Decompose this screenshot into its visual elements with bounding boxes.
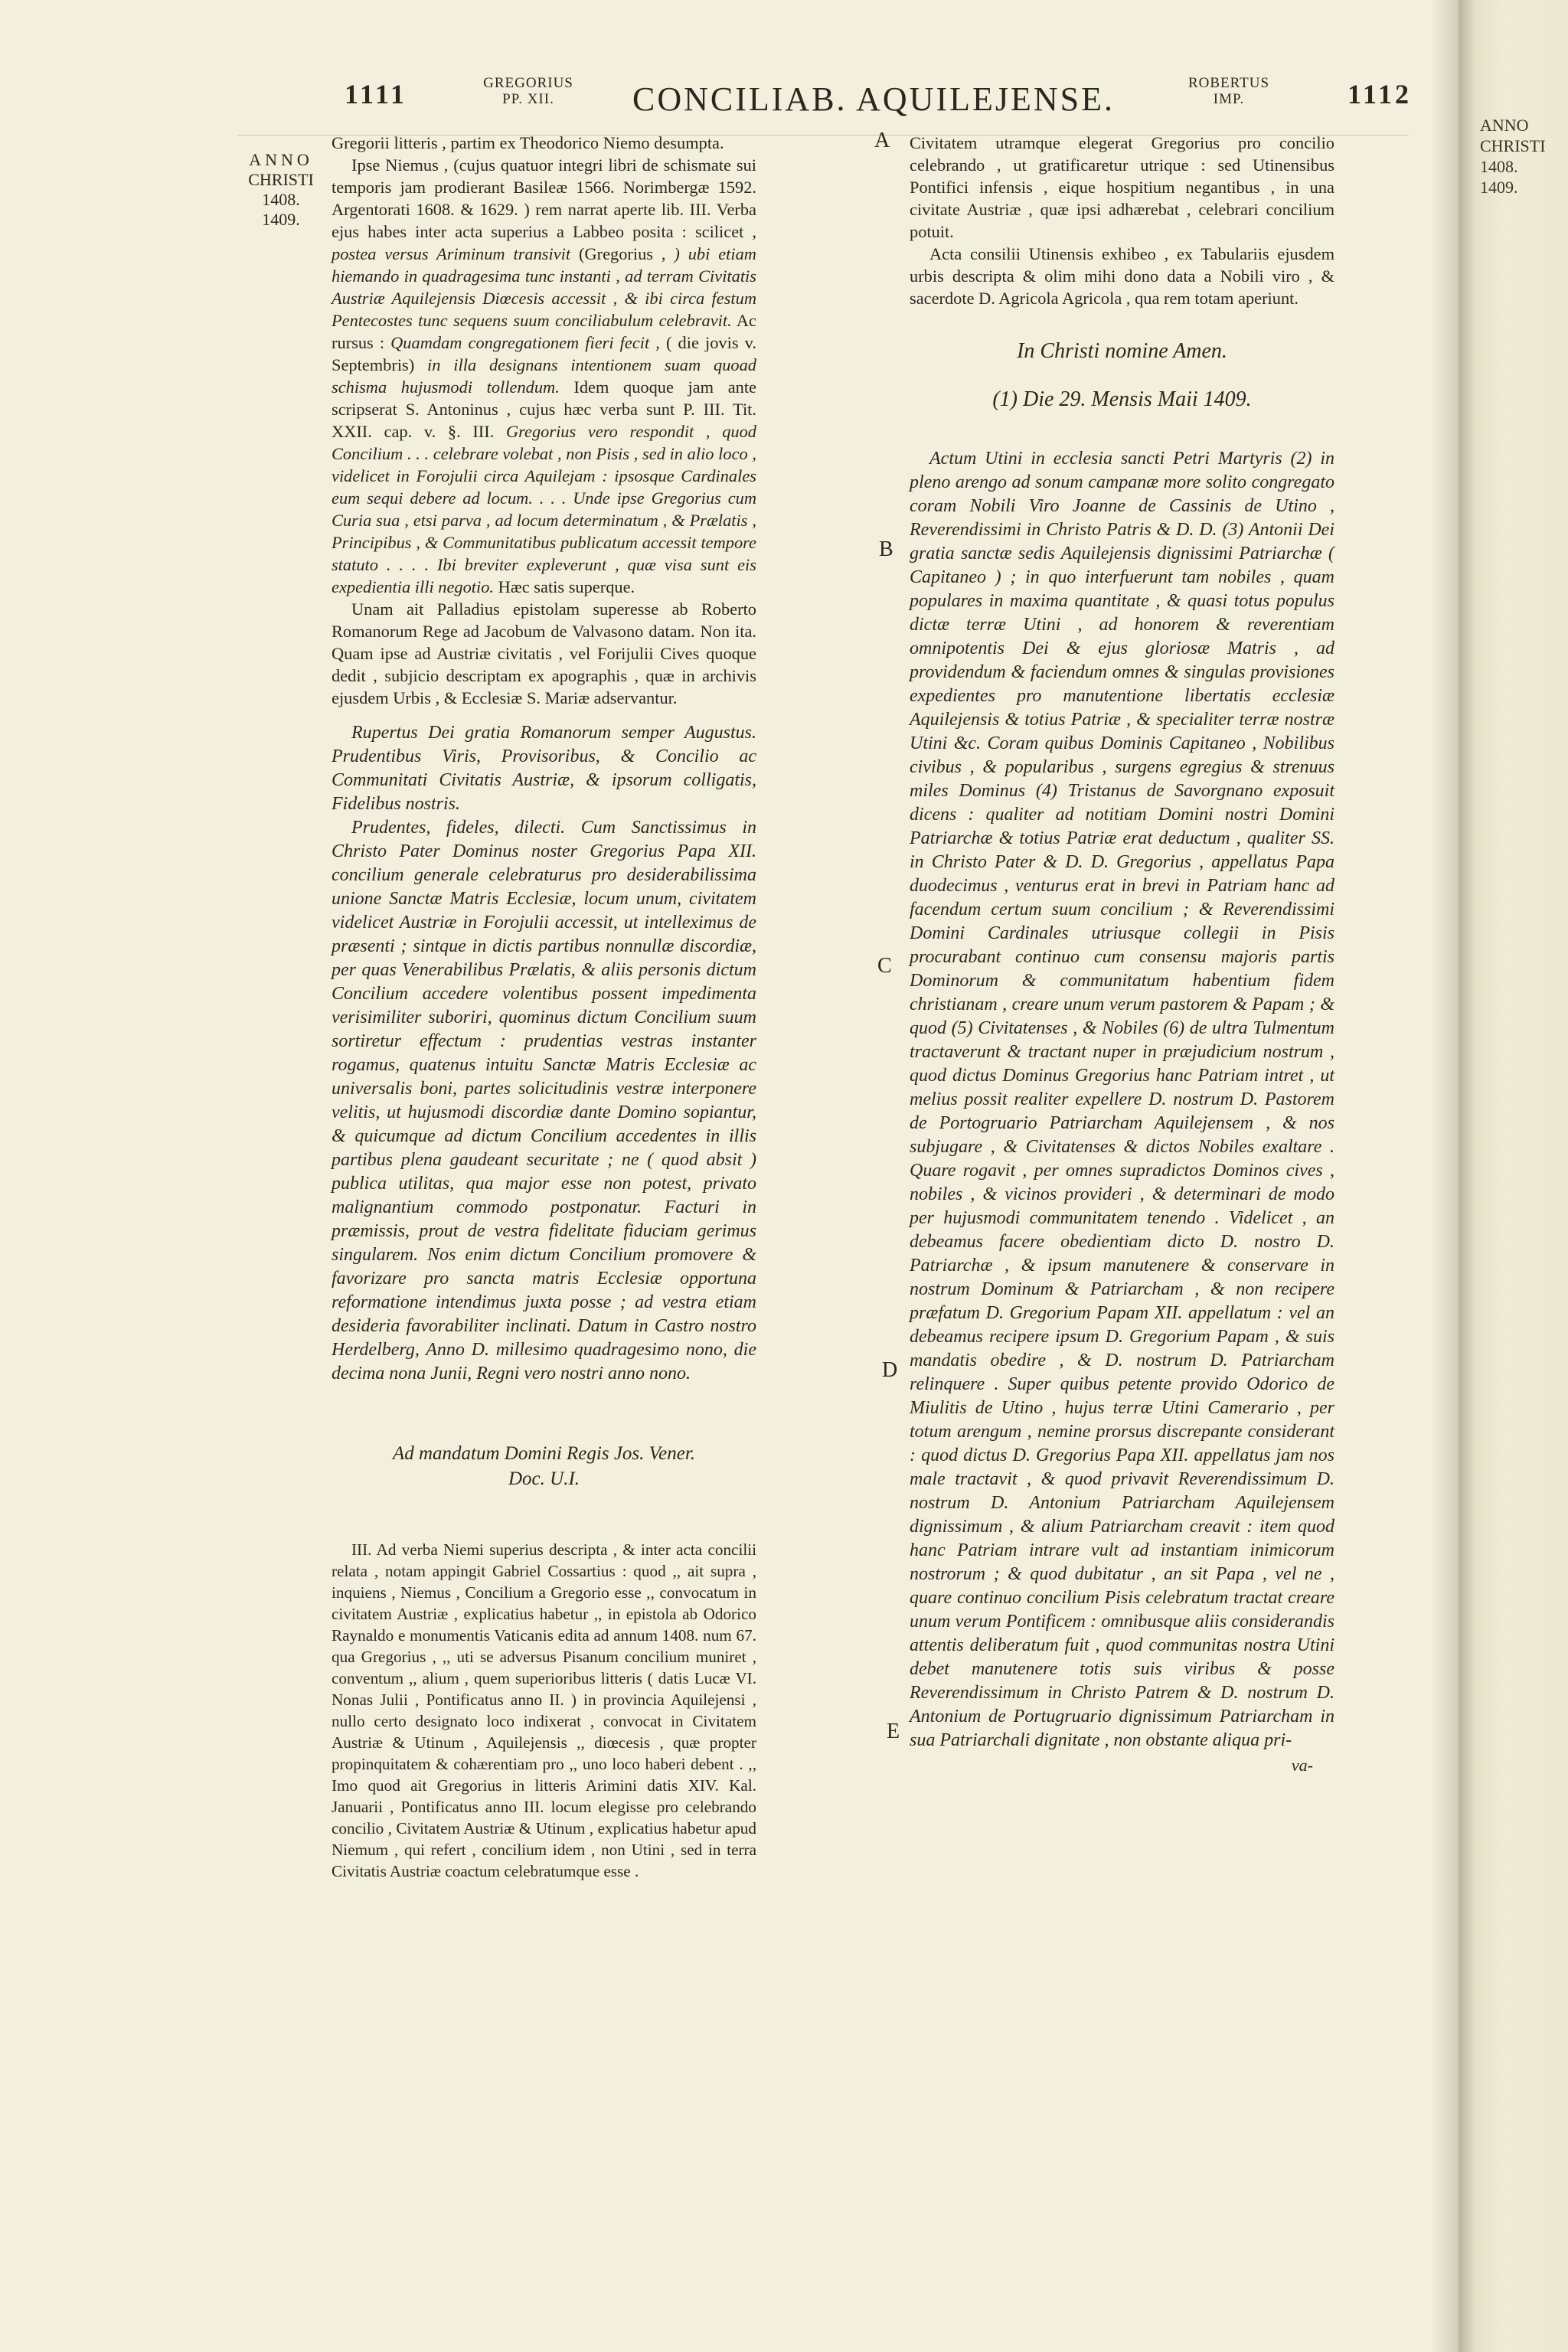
left-para-2-d: ( die jovis v. Septembris)	[332, 333, 756, 374]
margin-note-left	[239, 150, 323, 230]
left-para-2-quote-1: postea versus Ariminum transivit	[332, 244, 571, 263]
left-para-4: III. Ad verba Niemi superius descripta , & inter acta concilii relata , notam appingit Gabriel Cossartius : quod ,, ait supra , inquiens , Niemus , Concilium a Gregorio esse ,, convocatum in civitatem Austriæ , explicatius habetur ,, in epistola ab Odorico Raynaldo e monumentis Vaticanis edita ad annum 1408. num 67. qua Gregorius , ,, uti se adversus Pisanum concilium muniret , conventum ,, alium , quem superioribus litteris ( datis Lucæ VI. Nonas Julii , Pontificatus anno II. ) in provincia Aquilejensi , nullo certo designato loco indixerat , convocat in Civitatem Austriæ & Utinum , Aquilejensis ,, diœcesis , quæ propter propinquitatem & cohærentiam pro ,, uno loco haberi debent . ,, Imo quod ait Gregorius in litteris Arimini datis XIV. Kal. Januarii , Pontificatus anno III. locum elegisse pro celebrando concilio , Civitatem Austriæ & Utinum , explicatius habetur apud Niemum , qui refert , concilium idem , non Utini , sed in terra Civitatis Austriæ coactum celebratumque esse .	[332, 1540, 756, 1880]
left-para-2-quote-2: ) ubi etiam hiemando in quadragesima tunc instanti , ad terram Civitatis Austriæ Aquilejensis Diœcesis accessit , & ibi circa festum Pentecostes tunc sequens suum conciliabulum celebravit.	[332, 244, 756, 330]
running-head-left-line1: GREGORIUS	[483, 75, 573, 91]
running-head-right-line1: ROBERTUS	[1187, 75, 1270, 91]
next-margin-christi: CHRISTI	[1480, 136, 1546, 155]
acta-text: Actum Utini in ecclesia sancti Petri Martyris (2) in pleno arengo ad sonum campanæ more solito congregato coram Nobili Viro Joanne de Cassinis de Utino , Reverendissimi in Christo Patris & D. D. (3) Antonii Dei gratia sanctæ sedis Aquilejensis dignissimi Patriarchæ ( Capitaneo ) ; in quo interfuerunt tam nobiles , quam populares in maxima quantitate , & quasi totus populus dictæ terræ Utini , ad honorem & reverentiam omnipotentis Dei & ejus gloriosæ Matris , ad providendum & faciendum omnes & singulas provisiones expedientes pro manutentione libertatis ecclesiæ Aquilejensis & totius Patriæ , & specialiter terræ nostræ Utini &c. Coram quibus Dominis Capitaneo , Nobilibus civibus , & popularibus , surgens egregius & strenuus miles Dominus (4) Tristanus de Savorgnano exposuit dicens : qualiter ad notitiam Domini nostri Domini Patriarchæ & totius Patriæ erat deductum , qualiter SS. in Christo Pater & D. D. Gregorius , appellatus Papa duodecimus , venturus erat in brevi in Patriam hanc ad facendum certum suum concilium ; & Reverendissimi Domini Cardinales utriusque collegii in Pisis procurabant continuo cum consensu majoris partis Dominorum & communitatum habentium fidem christianam , creare unum verum pastorem & Papam ; & quod (5) Civitatenses , & Nobiles (6) de ultra Tulmentum tractaverunt & tractant nuper in præjudicium nostrum , quod dictus Dominus Gregorius hanc Patriam intret , ut melius possit realiter expellere D. nostrum D. Pastorem de Portogruario Patriarcham Aquilejensem , & nos subjugare , & Civitatenses & dictos Nobiles exaltare . Quare rogavit , per omnes supradictos Dominos cives , nobiles , & vicinos provideri , & determinari de modo per hujusmodi communitatem tenendo . Videlicet , an debeamus facere obedientiam dicto D. nostro D. Patriarchæ , & ipsum manutenere & conservare in nostrum Dominum & Patriarcham , & non recipere præfatum D. Gregorium Papam XII. appellatum : vel an debeamus recipere ipsum D. Gregorium Papam , & suis mandatis obedire , & D. nostrum D. Patriarcham relinquere . Super quibus petente provido Odorico de Miulitis de Utino , hujus terræ Utini Camerario , per totum arengum , nemine prorsus discrepante considerant : quod dictus D. Gregorius Papa XII. appellatus jam nos male tractavit , & quod privavit Reverendissimum D. nostrum D. Antonium Patriarcham Aquilejensem dignissimum , & alium Patriarcham creavit : item quod hanc Patriam intrare vult ad instantiam inimicorum nostrorum ; & quod dubitatur , an sit Papa , vel ne , quare continuo concilium Pisis celebratum tractat creare unum verum Pontificem : omnibusque aliis considerandis attentis deliberatum fuit , quod communitas nostra Utini debet manutenere totis suis viribus & posse Reverendissimum in Christo Patrem & D. nostrum D. Antonium de Portugruario dignissimum Patriarcham in sua Patriarchali dignitate , non obstante aliqua pri-	[910, 449, 1334, 1750]
margin-christi: CHRISTI	[248, 170, 314, 189]
section-letter-c: C	[877, 954, 892, 978]
page-header	[0, 69, 1459, 122]
left-para-2	[332, 154, 756, 598]
right-para-2: Acta consilii Utinensis exhibeo , ex Tabulariis ejusdem urbis descripta & olim mihi dono data a Nobili viro , & sacerdote D. Agricola Agricola , qua rem totam aperiunt.	[910, 244, 1334, 308]
section-letter-e: E	[887, 1720, 900, 1743]
running-head-left	[475, 75, 582, 107]
section-letter-b: B	[879, 537, 893, 561]
invocation: In Christi nomine Amen.	[1017, 339, 1227, 363]
margin-anno: ANNO	[249, 150, 313, 169]
mandatum	[332, 1441, 756, 1491]
left-para-2-quote-5: Gregorius vero respondit , quod Concilium . . . celebrare volebat , non Pisis , sed in alio loco , videlicet in Forojulii circa Aquilejam : ipsosque Cardinales eum sequi debere ad locum. . . . Unde ipse Gregorius cum Curia sua , etsi parva , ad locum determinatum , & Prælatis , Principibus , & Communitatibus publicatum accessit tempore statuto . . . . Ibi breviter expleverunt , quæ visa sunt eis expedientia illi negotio.	[332, 422, 756, 596]
page-number-left: 1111	[345, 79, 408, 109]
margin-year-1: 1408.	[262, 190, 300, 209]
right-column	[910, 132, 1334, 1776]
section-letter-d: D	[882, 1358, 898, 1382]
running-head-right-line2: IMP.	[1213, 91, 1245, 107]
gutter-shadow	[1430, 0, 1459, 2352]
left-para-1: Gregorii litteris , partim ex Theodorico Niemo desumpta.	[332, 133, 724, 152]
catchword: va-	[1291, 1756, 1313, 1775]
left-para-2-quote-4: in illa designans intentionem suam quoad schisma hujusmodi tollendum.	[332, 355, 756, 397]
mandatum-line-2: Doc. U.I.	[508, 1468, 580, 1489]
left-para-2-a: Ipse Niemus , (cujus quatuor integri libri de schismate sui temporis jam prodierant Basileæ 1566. Norimbergæ 1592. Argentorati 1608. & 1629. ) rem narrat aperte lib. III. Verba ejus habes inter acta superius a Labbeo posita : scilicet ,	[332, 155, 756, 241]
page-title: CONCILIAB. AQUILEJENSE.	[632, 80, 1115, 118]
running-head-left-line2: PP. XII.	[502, 91, 554, 107]
letter-salutation: Rupertus Dei gratia Romanorum semper Augustus. Prudentibus Viris, Provisoribus, & Concilio ac Communitati Civitatis Austriæ, & ipsorum colligatis, Fidelibus nostris.	[332, 723, 756, 814]
running-head-right	[1175, 75, 1282, 107]
left-para-2-quote-3: Quamdam congregationem fieri fecit ,	[390, 333, 660, 352]
left-column	[332, 132, 756, 1882]
letter-body: Prudentes, fideles, dilecti. Cum Sanctissimus in Christo Pater Dominus noster Gregorius Papa XII. concilium generale celebraturus pro desiderabilissima unione Sanctæ Matris Ecclesiæ, locum unum, civitatem videlicet Austriæ in Forojulii accessit, ut intelleximus de præsenti ; sintque in dictis partibus nonnullæ discordiæ, per quas Venerabilibus Prælatis, & aliis personis dictum Concilium accedere volentibus possent impedimenta verisimiliter suboriri, quominus dictum Concilium suum sortiretur effectum : prudentias vestras instanter rogamus, quatenus intuitu Sanctæ Matris Ecclesiæ ac universalis boni, partes solicitudinis vestræ interponere velitis, ut hujusmodi discordiæ dante Domino sopiantur, & quicumque ad dictum Concilium accedentes in illis partibus plena gaudeant securitate ; ne ( quod absit ) publica utilitas, qua major esse non potest, privato malignantium commodo postponatur. Facturi in præmissis, prout de vestra fidelitate fiduciam gerimus singularem. Nos enim dictum Concilium promovere & favorizare pro sancta matris Ecclesiæ opportuna reformatione intendimus juxta posse ; ad vestra etiam desideria favorabiliter inclinati. Datum in Castro nostro Herdelberg, Anno D. millesimo quadragesimo nono, die decima nona Junii, Regni vero nostri anno nono.	[332, 818, 756, 1383]
left-para-2-f: Hæc satis superque.	[498, 577, 635, 596]
left-para-2-c: Ac rursus :	[332, 311, 756, 352]
section-letter-a: A	[874, 129, 890, 152]
next-margin-year-1: 1408.	[1480, 157, 1518, 176]
next-page-edge	[1459, 0, 1568, 2352]
document-date: (1) Die 29. Mensis Maii 1409.	[992, 387, 1252, 411]
next-margin-year-2: 1409.	[1480, 178, 1518, 197]
next-page-margin-note	[1480, 115, 1568, 198]
mandatum-line-1: Ad mandatum Domini Regis Jos. Vener.	[392, 1443, 696, 1464]
right-para-1: Civitatem utramque elegerat Gregorius pro concilio celebrando , ut gratificaretur utrique : sed Utinensibus Pontifici infensis , eique hospitium negantibus , in una civitate Austriæ , quæ ipsi adhærebat , celebrari concilium potuit.	[910, 133, 1334, 241]
next-margin-anno: ANNO	[1480, 116, 1529, 135]
left-para-2-e: Idem quoque jam ante scripserat S. Antoninus , cujus hæc verba sunt P. III. Tit. XXII. cap. v. §. III.	[332, 377, 756, 441]
left-para-3: Unam ait Palladius epistolam superesse ab Roberto Romanorum Rege ad Jacobum de Valvasono datam. Non ita. Quam ipse ad Austriæ civitatis , vel Forijulii Cives quoque dedit , subjicio descriptam ex apographis , quæ in archivis ejusdem Urbis , & Ecclesiæ S. Mariæ adservantur.	[332, 599, 756, 707]
margin-year-2: 1409.	[262, 210, 300, 229]
left-para-2-b: (Gregorius ,	[579, 244, 666, 263]
page-number-right: 1112	[1348, 79, 1413, 109]
